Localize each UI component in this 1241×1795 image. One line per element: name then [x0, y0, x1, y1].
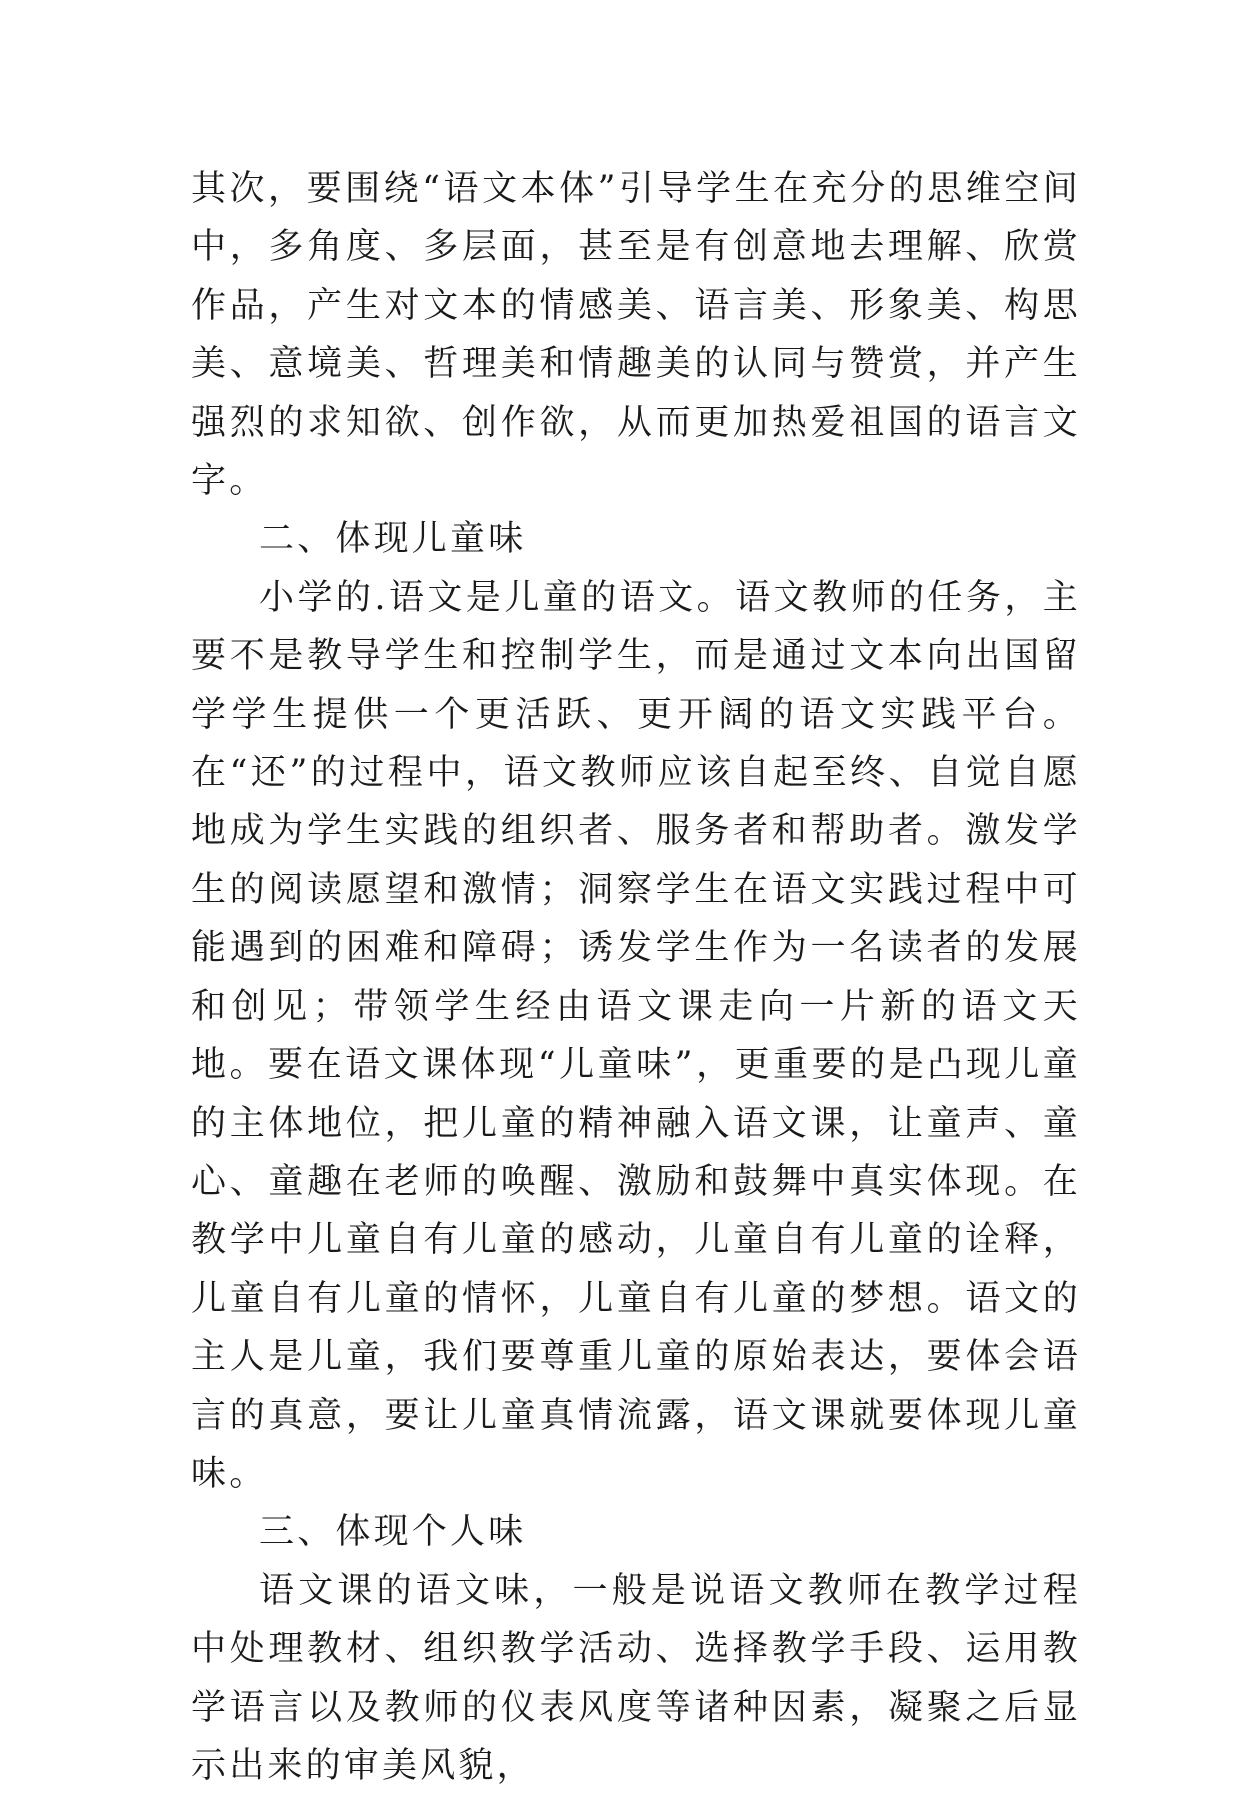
paragraph-intro: 其次，要围绕“语文本体”引导学生在充分的思维空间中，多角度、多层面，甚至是有创意地去理解、欣赏作品，产生对文本的情感美、语言美、形象美、构思美、意境美、哲理美和情趣美的认同与赞赏，并产生强烈的求知欲、创作欲，从而更加热爱祖国的语言文字。 — [191, 169, 1081, 502]
paragraph-childlike: 小学的.语文是儿童的语文。语文教师的任务，主要不是教导学生和控制学生，而是通过文本向出国留学学生提供一个更活跃、更开阔的语文实践平台。在“还”的过程中，语文教师应该自起至终、自觉自愿地成为学生实践的组织者、服务者和帮助者。激发学生的阅读愿望和激情；洞察学生在语文实践过程中可能遇到的困难和障碍；诱发学生作为一名读者的发展和创见；带领学生经由语文课走向一片新的语文天地。要在语文课体现“儿童味”，更重要的是凸现儿童的主体地位，把儿童的精神融入语文课，让童声、童心、童趣在老师的唤醒、激励和鼓舞中真实体现。在教学中儿童自有儿童的感动，儿童自有儿童的诠释，儿童自有儿童的情怀，儿童自有儿童的梦想。语文的主人是儿童，我们要尊重儿童的原始表达，要体会语言的真意，要让儿童真情流露，语文课就要体现儿童味。 — [191, 577, 1081, 1494]
paragraph-personal: 语文课的语文味，一般是说语文教师在教学过程中处理教材、组织教学活动、选择教学手段、运用教学语言以及教师的仪表风度等诸种因素，凝聚之后显示出来的审美风貌， — [191, 1570, 1081, 1786]
section-heading-personal: 三、体现个人味 — [259, 1512, 527, 1553]
section-heading-childlike: 二、体现儿童味 — [259, 519, 527, 560]
document-body — [191, 160, 1081, 1795]
